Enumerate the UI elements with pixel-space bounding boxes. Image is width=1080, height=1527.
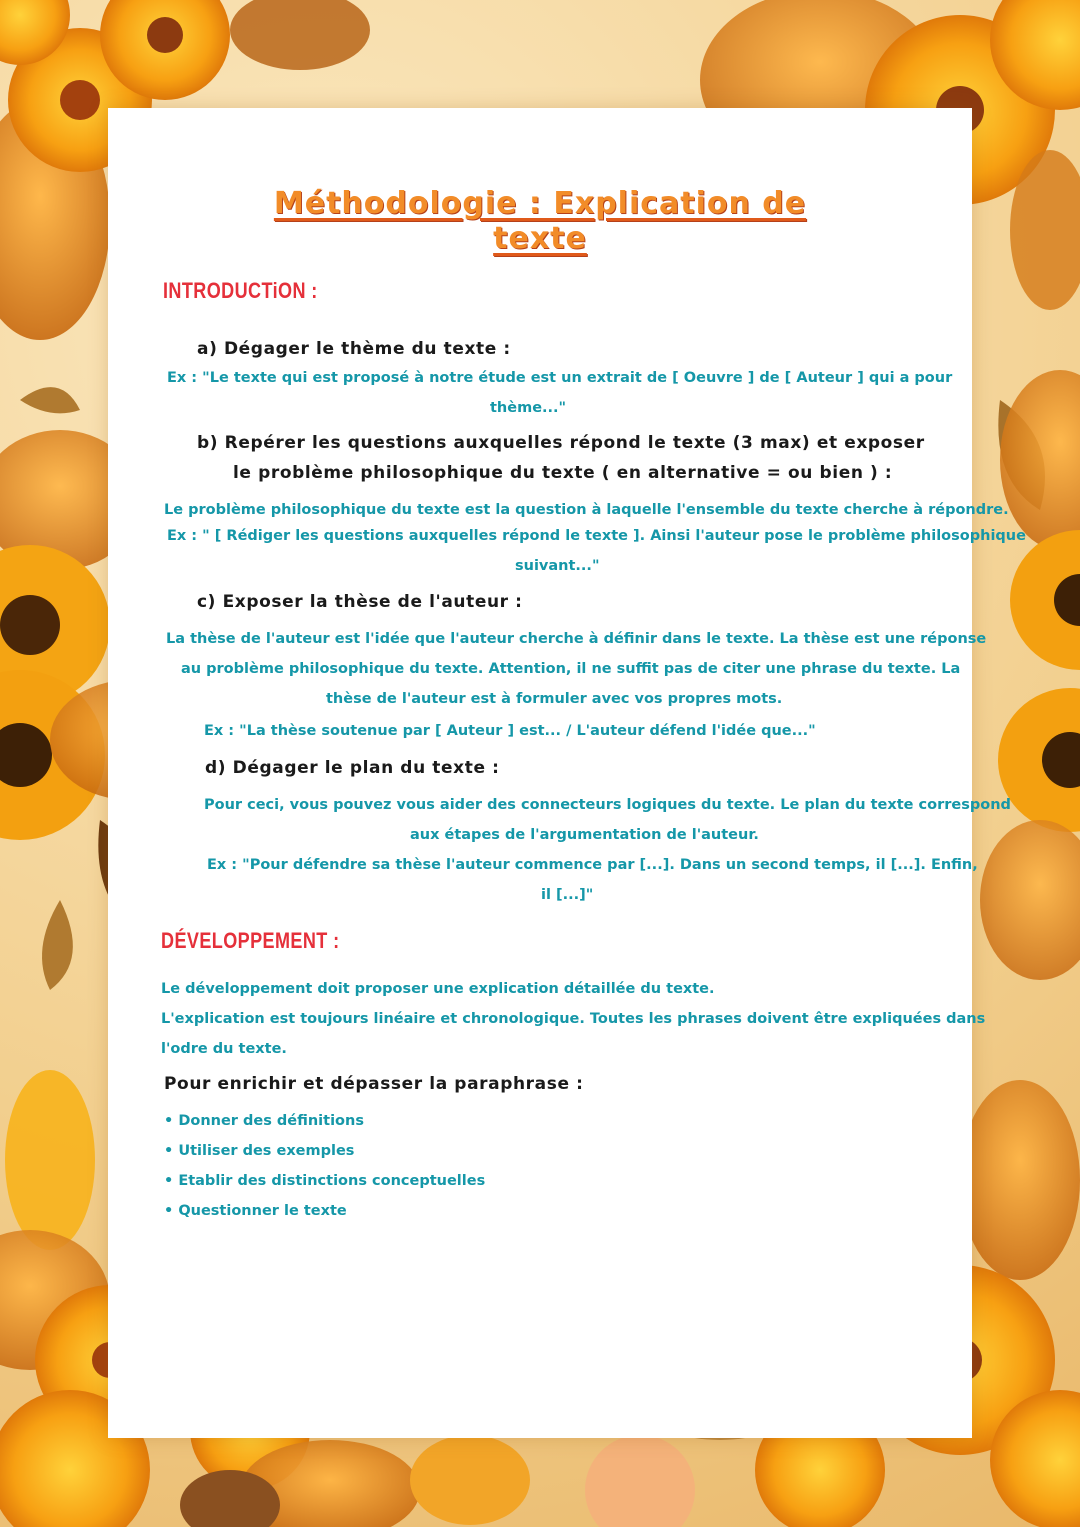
bullet-item-2: • Utiliser des exemples — [164, 1143, 355, 1159]
text-c-line-4: Ex : "La thèse soutenue par [ Auteur ] est... / L'auteur défend l'idée que..." — [204, 723, 816, 739]
text-b-line-1: Le problème philosophique du texte est la question à laquelle l'ensemble du texte cherche à répondre. — [164, 502, 1009, 518]
bullet-item-3: • Etablir des distinctions conceptuelles — [164, 1173, 486, 1189]
dev-line-2: L'explication est toujours linéaire et chronologique. Toutes les phrases doivent être expliquées dans — [161, 1011, 986, 1027]
text-b-line-3: suivant..." — [515, 558, 600, 574]
text-c-line-2: au problème philosophique du texte. Attention, il ne suffit pas de citer une phrase du texte. La — [181, 661, 961, 677]
text-a-line-2: thème..." — [490, 400, 567, 416]
text-d-line-4: il [...]" — [541, 887, 594, 903]
dev-line-1: Le développement doit proposer une explication détaillée du texte. — [161, 981, 715, 997]
text-d-line-3: Ex : "Pour défendre sa thèse l'auteur commence par [...]. Dans un second temps, il [...]. Enfin, — [207, 857, 978, 873]
text-b-line-2: Ex : " [ Rédiger les questions auxquelles répond le texte ]. Ainsi l'auteur pose le problème philosophique — [167, 528, 1026, 544]
developpement-heading: DÉVELOPPEMENT : — [161, 928, 340, 953]
dev-line-3: l'odre du texte. — [161, 1041, 287, 1057]
page-title: Méthodologie : Explication de texte — [273, 186, 807, 256]
enrich-heading: Pour enrichir et dépasser la paraphrase : — [164, 1074, 584, 1094]
bullet-item-1: • Donner des définitions — [164, 1113, 364, 1129]
subheading-a: a) Dégager le thème du texte : — [197, 339, 511, 359]
introduction-heading: INTRODUCTiON : — [163, 278, 318, 303]
text-c-line-1: La thèse de l'auteur est l'idée que l'auteur cherche à définir dans le texte. La thèse est une réponse — [166, 631, 987, 647]
text-d-line-1: Pour ceci, vous pouvez vous aider des connecteurs logiques du texte. Le plan du texte correspond — [204, 797, 1011, 813]
subheading-d: d) Dégager le plan du texte : — [205, 758, 500, 778]
text-a-line-1: Ex : "Le texte qui est proposé à notre étude est un extrait de [ Oeuvre ] de [ Auteur ] qui a pour — [167, 370, 953, 386]
text-c-line-3: thèse de l'auteur est à formuler avec vos propres mots. — [326, 691, 783, 707]
subheading-b-line-1: b) Repérer les questions auxquelles répond le texte (3 max) et exposer — [197, 433, 925, 453]
subheading-c: c) Exposer la thèse de l'auteur : — [197, 592, 523, 612]
subheading-b-line-2: le problème philosophique du texte ( en alternative = ou bien ) : — [233, 463, 893, 483]
bullet-item-4: • Questionner le texte — [164, 1203, 347, 1219]
text-d-line-2: aux étapes de l'argumentation de l'auteur. — [410, 827, 759, 843]
